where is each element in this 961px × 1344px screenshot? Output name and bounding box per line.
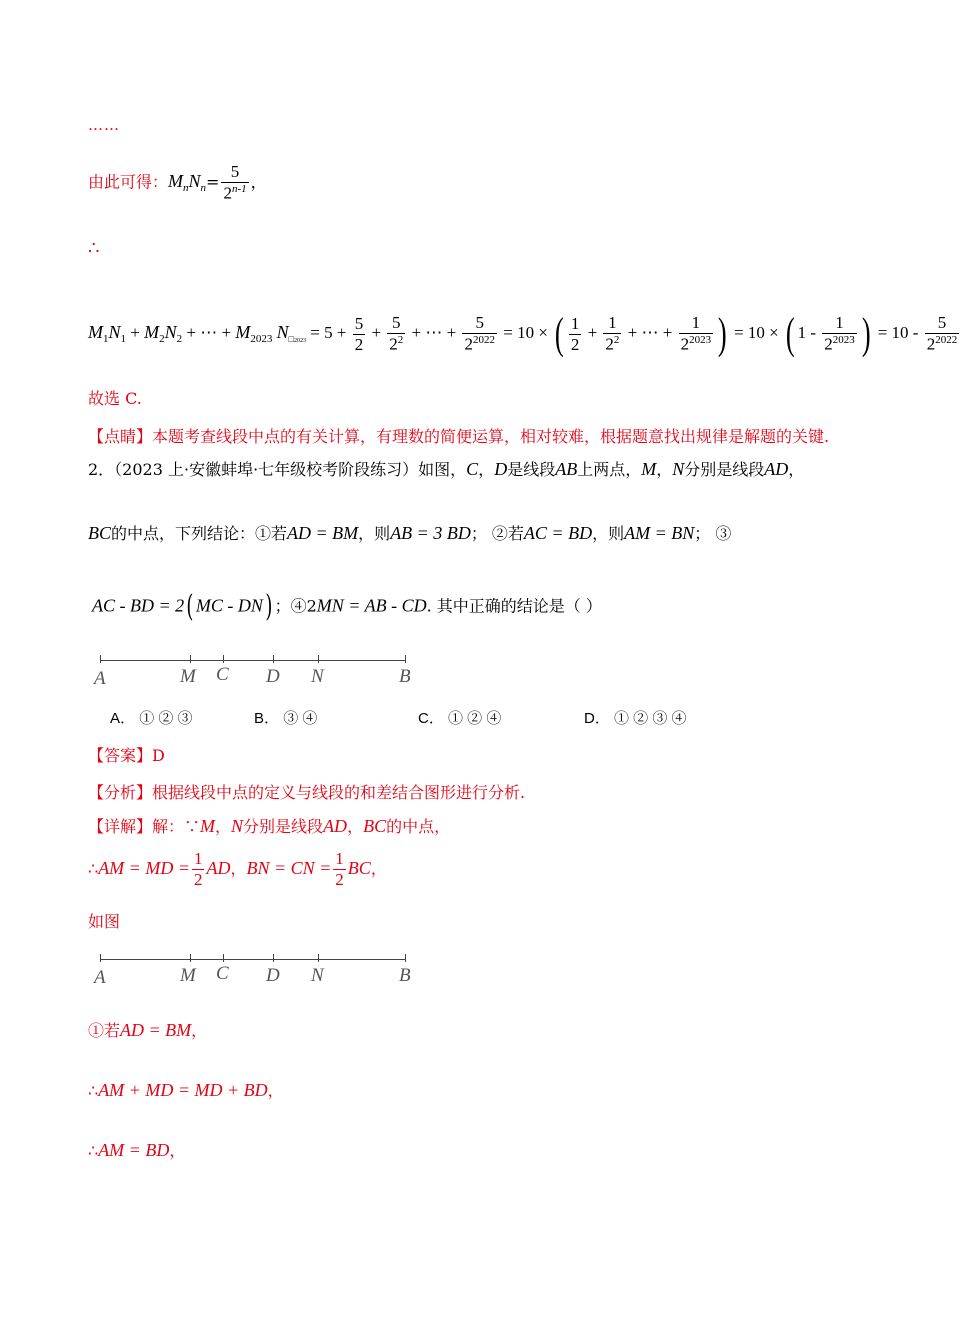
subscript: □ [288,333,295,344]
option-d[interactable]: D． ① ② ③ ④ [584,710,687,727]
var: N [108,321,121,342]
subscript: 2023 [294,337,307,344]
subscript: 1 [120,332,127,345]
plus: + [587,322,598,342]
segment-diagram-2 [94,953,411,989]
point-a-label: A [94,668,106,689]
point-n-label: N [311,666,324,687]
fraction: $\frac{1}{2}$ [570,313,580,354]
option-c[interactable]: C． ① ② ④ [418,710,502,727]
equals: = 10 × [734,322,779,342]
right-paren: ) [718,309,727,358]
half-equation: ∴AM = MD = $\frac{1}{2}$ AD，BN = CN = $\frac{1}{2}$ BC， [88,849,387,889]
ellipsis: + ⋯ + [411,322,457,342]
question-2-line-3: AC - BD = 2( MC - DN) ；④2MN = AB - CD. 其中正确的结论是（ ） [92,589,602,624]
left-paren: ( [555,309,564,358]
fraction: $\frac{1}{2^2}$ [605,313,620,354]
fraction: $\frac{5}{2^2}$ [389,313,404,354]
right-paren: ) [861,309,871,358]
detail-line: 【详解】解：∵M，N分别是线段AD，BC的中点， [88,816,451,836]
question-2-line-1: 2．（2023 上·安徽蚌埠·七年级校考阶段练习）如图，C，D是线段AB上两点，M，N分别是线段AD， [88,459,805,479]
point-d-label: D [266,666,280,687]
var: N [188,171,201,192]
numerator: 5 [230,162,240,181]
var: M [168,171,184,192]
ellipsis: …… [88,116,120,134]
fraction: $\frac{5}{2^{2022}}$ [926,313,958,354]
var: N [276,321,289,342]
subscript: n [183,182,189,195]
point-b-label: B [399,965,411,986]
point-m-label: M [180,965,196,986]
dianjing-note: 【点睛】本题考查线段中点的有关计算，有理数的简便运算，相对较难，根据题意找出规律是解题的关键. [88,427,830,446]
step-1: ①若AD = BM， [88,1020,208,1040]
fraction: $\frac{1}{2^{2023}}$ [824,313,855,354]
point-c-label: C [216,963,229,984]
var: M [235,321,251,342]
ellipsis: + ⋯ + [627,322,673,342]
subscript: n [200,182,207,195]
plus: + [130,322,140,342]
step-3: ∴AM = BD， [88,1140,186,1160]
question-2-line-2: BC的中点，下列结论：①若AD = BM，则AB = 3 BD； ②若AC = BD，则AM = BN； ③ [88,523,732,543]
plus: + [371,322,382,342]
fraction: $\frac{1}{2^{2023}}$ [680,313,712,354]
point-c-label: C [216,664,229,685]
therefore-symbol: ∴ [88,238,100,259]
subscript: 1 [103,332,109,345]
text: 由此可得： [88,172,169,192]
subscript: 2023 [250,332,273,345]
fraction: $\frac{5}{2^{2022}}$ [464,313,495,354]
equals: = 10 - [877,322,919,342]
answer-label: 【答案】D [88,746,165,765]
choose-answer: 故选 C. [88,389,142,408]
option-b[interactable]: B． ③ ④ [254,710,318,727]
equals: = 10 × [503,322,548,342]
left-paren: ( [785,309,795,358]
var: N [164,321,177,342]
exponent: n-1 [231,183,247,195]
var: M [88,321,103,342]
ellipsis: + ⋯ + [186,322,232,342]
fraction: $\frac{5}{2}$ [354,313,364,354]
rutu-label: 如图 [88,912,121,931]
analysis-text: 【分析】根据线段中点的定义与线段的和差结合图形进行分析. [88,783,526,802]
sum-equation [88,309,961,358]
fraction [221,162,248,204]
point-b-label: B [399,666,411,687]
equals: = 5 + [310,322,347,342]
one-minus: 1 - [797,322,817,342]
subscript: 2 [176,332,183,345]
subscript: 2 [159,332,165,345]
point-a-label: A [94,967,106,988]
point-d-label: D [266,965,280,986]
step-2: ∴AM + MD = MD + BD， [88,1080,284,1100]
denominator: 2 [223,183,232,203]
point-m-label: M [180,666,196,687]
formula-line-mn [88,162,267,204]
equals: = [206,172,220,192]
var: M [144,321,160,342]
segment-diagram-1 [94,654,411,690]
point-n-label: N [311,965,324,986]
option-a[interactable]: A． ① ② ③ [110,710,193,727]
comma: ， [250,172,267,192]
